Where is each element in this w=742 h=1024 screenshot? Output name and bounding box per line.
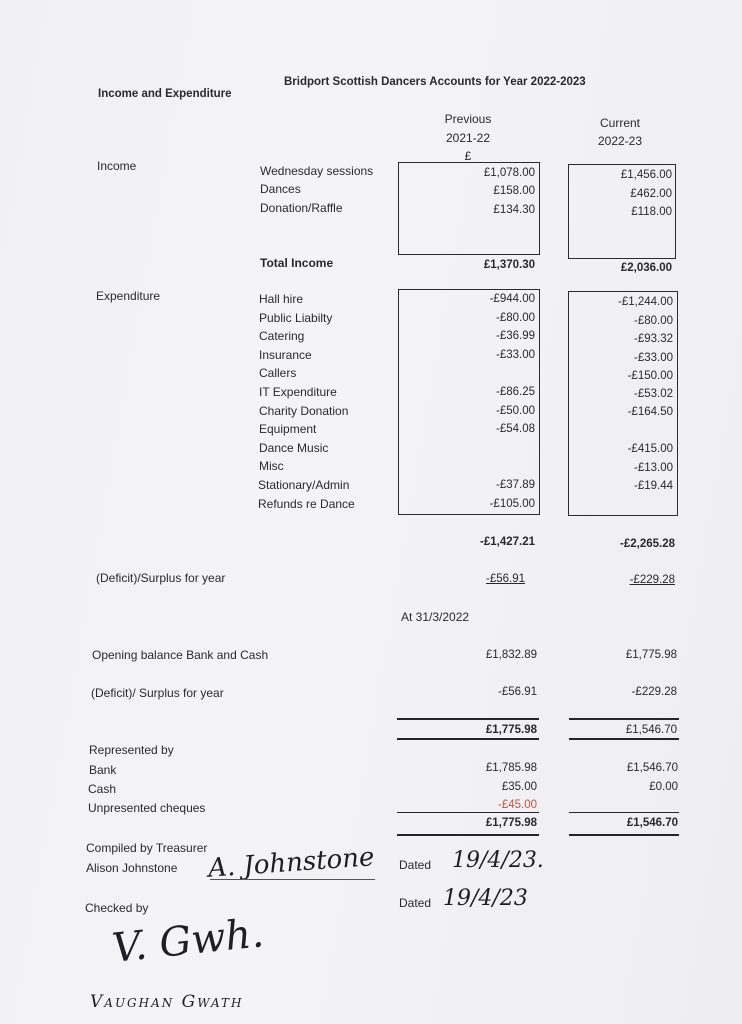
expenditure-item-current: -£80.00	[633, 315, 673, 327]
total-income-current: £2,036.00	[620, 262, 672, 274]
represented-total-current: £1,546.70	[626, 817, 678, 829]
opening-balance-previous: £1,832.89	[485, 649, 537, 661]
expenditure-item-current: -£93.32	[633, 333, 673, 345]
income-item-previous: £1,078.00	[483, 167, 535, 179]
expenditure-item-current: -£150.00	[627, 370, 673, 382]
expenditure-item-previous: -£944.00	[489, 293, 535, 305]
column-previous-period: 2021-22	[445, 131, 491, 145]
checked-by-label: Checked by	[85, 901, 149, 915]
total-income-previous: £1,370.30	[483, 259, 535, 271]
at-date: At 31/3/2022	[401, 610, 470, 624]
total-expenditure-current: -£2,265.28	[620, 538, 675, 550]
treasurer-signature: A. Johnstone	[207, 842, 376, 884]
total-expenditure-previous: -£1,427.21	[480, 536, 535, 548]
expenditure-item-previous: -£37.89	[495, 479, 535, 491]
closing-balance-current: £1,546.70	[625, 724, 677, 736]
income-item-previous: £158.00	[493, 185, 535, 197]
represented-item-label: Bank	[89, 763, 117, 777]
column-current-period: 2022-23	[597, 134, 643, 148]
balance-rule	[397, 718, 539, 720]
income-item-label: Dances	[260, 182, 301, 196]
dated-handwritten: 19/4/23.	[452, 848, 544, 873]
expenditure-section-label: Expenditure	[96, 289, 161, 303]
section-heading: Income and Expenditure	[98, 88, 232, 100]
represented-item-current: £0.00	[649, 781, 678, 793]
income-item-previous: £134.30	[493, 204, 535, 216]
represented-item-current: £1,546.70	[626, 762, 678, 774]
expenditure-item-previous: -£54.08	[495, 423, 535, 435]
balance-surplus-current: -£229.28	[631, 686, 677, 698]
income-item-label: Wednesday sessions	[260, 164, 374, 178]
expenditure-item-current: -£1,244.00	[618, 296, 673, 308]
represented-rule	[569, 812, 679, 813]
expenditure-item-label: Charity Donation	[259, 404, 349, 418]
balance-surplus-label: (Deficit)/ Surplus for year	[91, 686, 224, 700]
surplus-previous: -£56.91	[485, 573, 525, 585]
document-title: Bridport Scottish Dancers Accounts for Year 2022-2023	[284, 76, 586, 88]
surplus-current: -£229.28	[629, 574, 675, 586]
income-section-label: Income	[97, 159, 137, 173]
represented-item-previous: £35.00	[501, 781, 537, 793]
represented-item-label: Cash	[88, 782, 117, 796]
surplus-label: (Deficit)/Surplus for year	[96, 571, 226, 585]
income-item-current: £462.00	[630, 188, 672, 200]
expenditure-item-previous: -£50.00	[495, 405, 535, 417]
expenditure-item-current: -£164.50	[627, 406, 673, 418]
checker-signature: V. Gwh.	[110, 910, 266, 972]
checker-name-handwritten: Vaughan Gwath	[90, 992, 244, 1012]
income-item-current: £1,456.00	[620, 169, 672, 181]
expenditure-item-label: Insurance	[259, 348, 312, 362]
closing-balance-previous: £1,775.98	[485, 724, 537, 736]
represented-rule	[569, 834, 679, 836]
expenditure-item-label: Dance Music	[259, 441, 329, 455]
dated-label: Dated	[399, 896, 432, 910]
expenditure-item-current: -£19.44	[633, 480, 673, 492]
balance-rule	[569, 738, 679, 740]
expenditure-item-label: IT Expenditure	[259, 385, 337, 399]
balance-rule	[569, 718, 679, 720]
income-item-current: £118.00	[631, 206, 672, 218]
expenditure-item-label: Equipment	[259, 422, 317, 436]
expenditure-item-previous: -£33.00	[495, 349, 535, 361]
balance-rule	[397, 738, 539, 740]
expenditure-item-previous: -£36.99	[495, 330, 535, 342]
represented-label: Represented by	[89, 743, 174, 757]
expenditure-item-label: Stationary/Admin	[258, 478, 350, 492]
represented-item-previous: £1,785.98	[485, 762, 537, 774]
column-previous-currency: £	[464, 149, 472, 163]
opening-balance-current: £1,775.98	[625, 649, 677, 661]
represented-total-previous: £1,775.98	[485, 817, 537, 829]
expenditure-item-current: -£33.00	[633, 352, 673, 364]
expenditure-item-current: -£53.02	[633, 388, 673, 400]
expenditure-item-label: Misc	[259, 459, 284, 473]
column-current-label: Current	[599, 116, 640, 130]
expenditure-item-previous: -£80.00	[495, 312, 535, 324]
signature-line	[210, 879, 375, 880]
expenditure-item-current: -£13.00	[633, 462, 673, 474]
expenditure-item-label: Refunds re Dance	[258, 497, 355, 511]
compiled-by-label: Compiled by Treasurer	[86, 841, 208, 855]
dated-handwritten: 19/4/23	[443, 886, 528, 911]
income-item-label: Donation/Raffle	[260, 201, 343, 215]
represented-item-previous-negative: -£45.00	[497, 799, 537, 811]
opening-balance-label: Opening balance Bank and Cash	[92, 648, 269, 662]
expenditure-item-label: Hall hire	[259, 292, 304, 306]
represented-rule	[397, 834, 539, 836]
total-income-label: Total Income	[260, 256, 334, 270]
represented-item-label: Unpresented cheques	[88, 801, 206, 815]
expenditure-item-previous: -£86.25	[495, 386, 535, 398]
compiled-by-name: Alison Johnstone	[86, 861, 178, 875]
expenditure-item-label: Catering	[259, 329, 305, 343]
column-previous-label: Previous	[444, 112, 492, 126]
balance-surplus-previous: -£56.91	[497, 686, 537, 698]
represented-rule	[397, 812, 539, 813]
expenditure-item-previous: -£105.00	[489, 498, 535, 510]
expenditure-item-current: -£415.00	[627, 443, 673, 455]
dated-label: Dated	[399, 858, 432, 872]
expenditure-item-label: Public Liabilty	[259, 311, 333, 325]
expenditure-item-label: Callers	[259, 366, 297, 380]
